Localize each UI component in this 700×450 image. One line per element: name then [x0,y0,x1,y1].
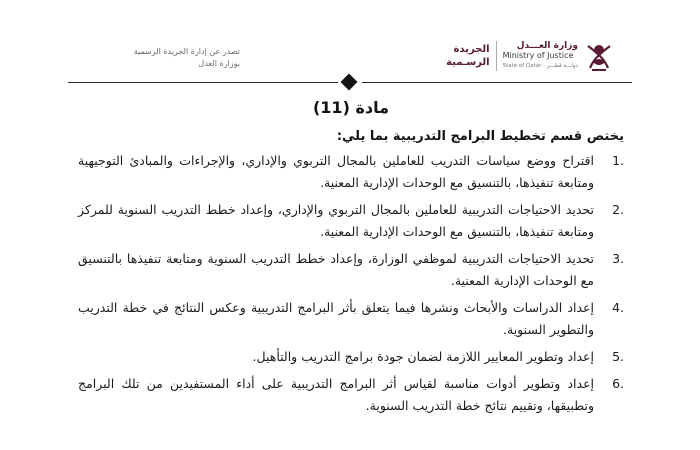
item-number: 6. [612,376,624,391]
item-text: إعداد وتطوير المعايير اللازمة لضمان جودة برامج التدريب والتأهيل. [252,349,594,364]
item-text: إعداد الدراسات والأبحاث ونشرها فيما يتعلق بأثر البرامج التدريبية وعكس النتائج في خطة التدريب والتطوير السنوية. [78,300,594,337]
ministry-name-en: Ministry of Justice [502,51,574,60]
gazette-name [446,43,490,69]
issuer-note [90,46,240,70]
item-text: تحديد الاحتياجات التدريبية لموظفي الوزارة، وإعداد خطط التدريب السنوية ومتابعة تنفيذها بالتنسيق مع الوحدات الإدارية المعنية. [78,251,594,288]
ministry-name [503,41,578,71]
item-text: تحديد الاحتياجات التدريبية للعاملين بالمجال التربوي والإداري، وإعداد خطط التدريب السنوية للمركز ومتابعة تنفيذها، بالتنسيق مع الوحدات الإدارية المعنية. [78,202,594,239]
diamond-ornament-icon [341,74,358,91]
ministry-logo [446,38,614,74]
list-item [78,373,624,417]
qatar-emblem-icon [584,38,614,74]
item-number: 1. [612,153,624,168]
list-item [78,248,624,292]
header-rule-right [362,82,632,83]
article-title: مادة (11) [312,98,390,117]
article-body [78,98,624,422]
list-item [78,150,624,194]
list-item [78,297,624,341]
page-header [0,0,700,90]
item-text: اقتراح ووضع سياسات التدريب للعاملين بالمجال التربوي والإداري، والإجراءات والمبادئ التوجيهية ومتابعة تنفيذها، بالتنسيق مع الوحدات الإدارية المعنية. [78,153,594,190]
list-item [78,199,624,243]
item-number: 2. [612,202,624,217]
article-items [78,150,624,417]
issuer-line: بوزارة العدل [198,59,240,68]
item-number: 4. [612,300,624,315]
item-text: إعداد وتطوير أدوات مناسبة لقياس أثر البرامج التدريبية على أداء المستفيدين من تلك البرامج وتطبيقها، وتقييم نتائج خطة التدريب السنوية. [78,376,594,413]
item-number: 5. [612,349,624,364]
header-rule-left [68,82,338,83]
list-item [78,346,624,368]
logo-divider [496,41,497,71]
gazette-line: الرسـمية [446,57,490,68]
item-number: 3. [612,251,624,266]
state-line: State of Qatar · دولـــة قطـــر [502,63,578,69]
ministry-name-ar: وزارة العـــدل [516,41,578,51]
gazette-line: الجريدة [453,44,490,55]
issuer-line: تصدر عن إدارة الجريدة الرسمية [133,47,240,56]
article-intro: يختص قسم تخطيط البرامج التدريبية بما يلي: [336,129,624,144]
